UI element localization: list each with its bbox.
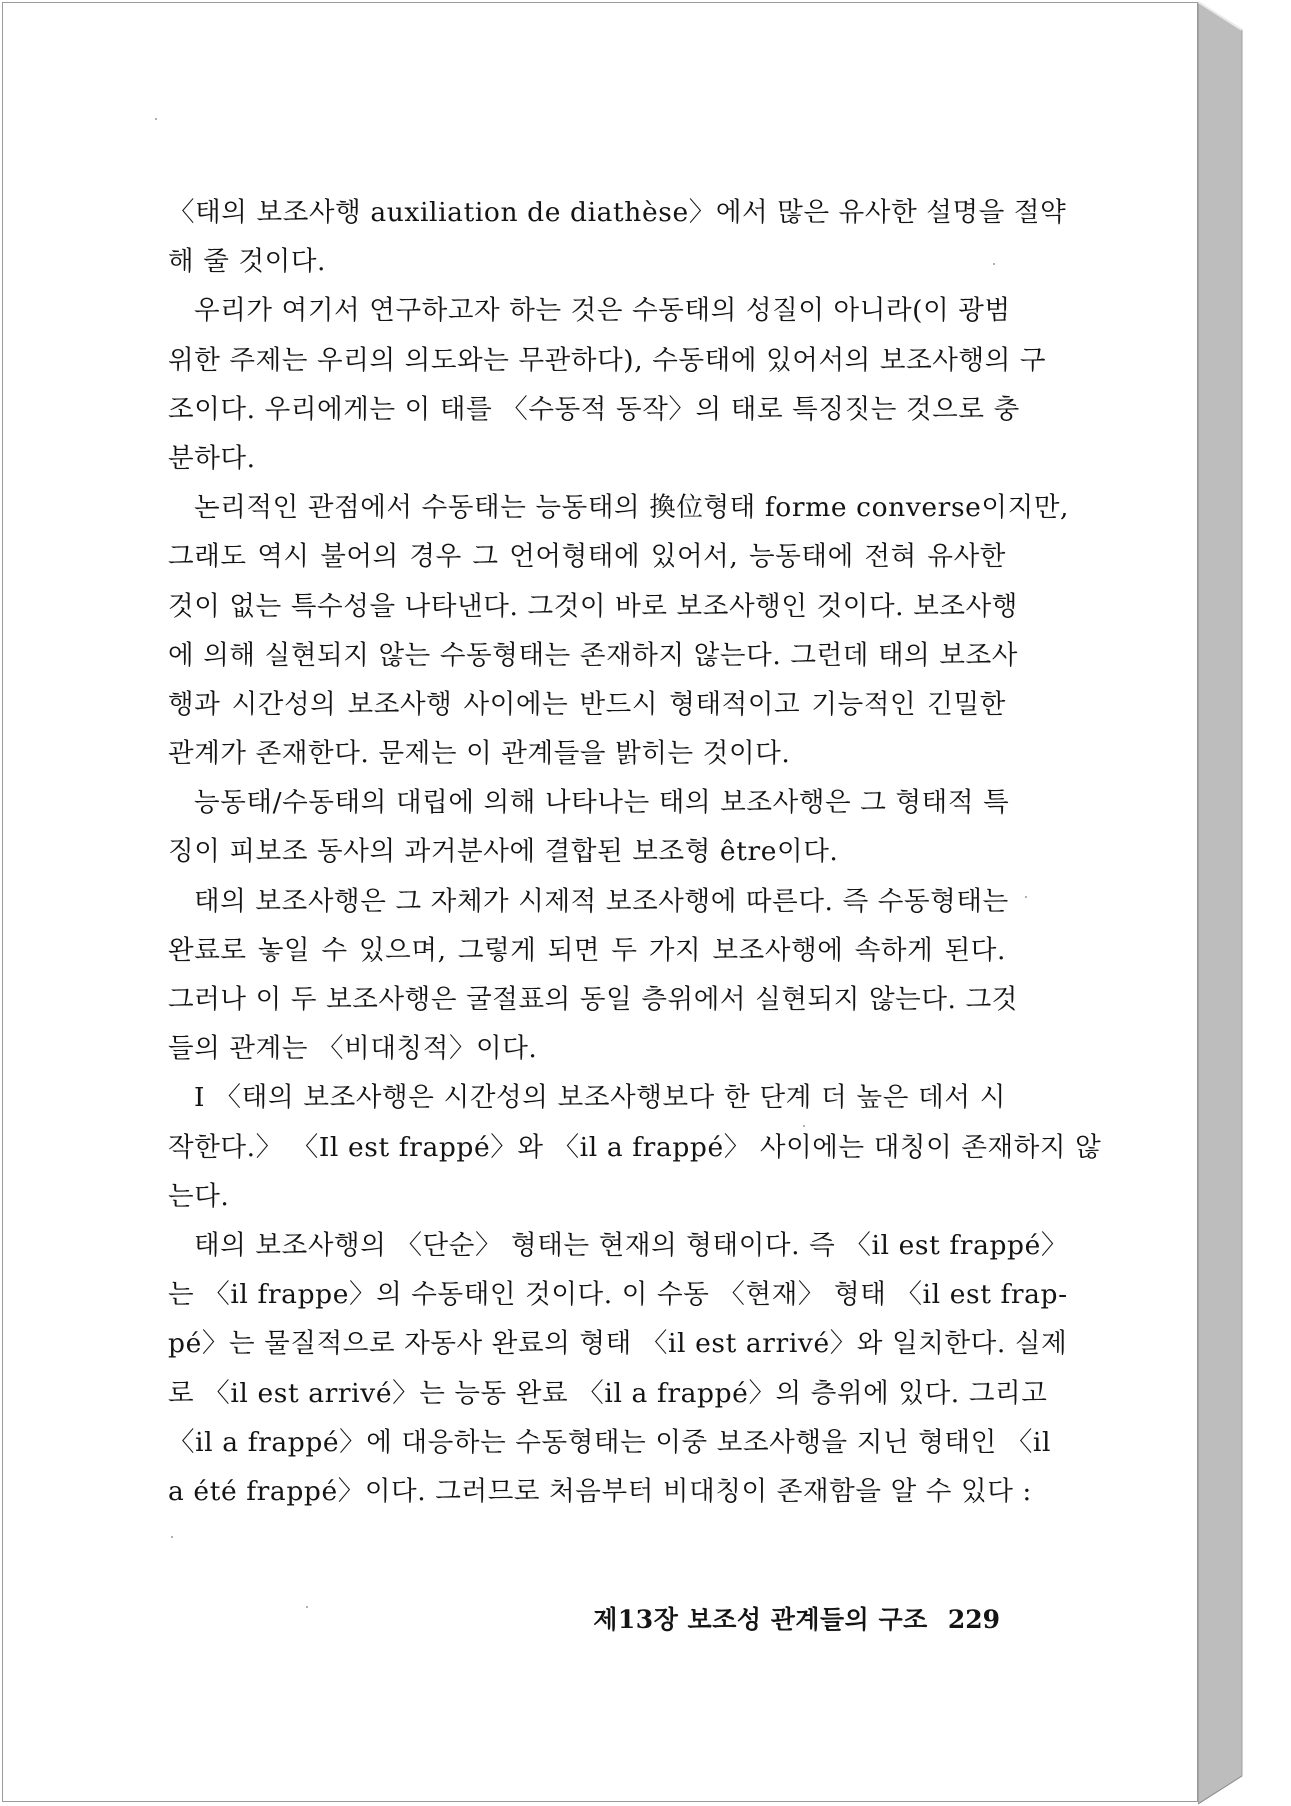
scan-speck — [306, 1606, 308, 1608]
text-line: 〈태의 보조사행 auxiliation de diathèse〉에서 많은 유사한 설명을 절약 — [168, 197, 1067, 228]
paragraph — [168, 877, 1019, 1074]
scan-speck — [155, 118, 157, 120]
text-line: 〈il a frappé〉에 대응하는 수동형태는 이중 보조사행을 지닌 형태인 〈il — [168, 1426, 1052, 1458]
body-text — [168, 188, 1102, 1516]
text-line: 분하다. — [168, 442, 256, 474]
text-line: Ⅰ 〈태의 보조사행은 시간성의 보조사행보다 한 단계 더 높은 데서 시 — [194, 1082, 1006, 1114]
paragraph — [168, 188, 1067, 286]
scan-speck — [1025, 896, 1027, 898]
paragraph — [168, 483, 1070, 778]
text-line: 에 의해 실현되지 않는 수동형태는 존재하지 않는다. 그런데 태의 보조사 — [168, 639, 1019, 671]
paragraph — [168, 1221, 1068, 1516]
paragraph — [168, 286, 1047, 483]
page-stack-edge — [1198, 0, 1291, 1806]
text-line: 그러나 이 두 보조사행은 굴절표의 동일 층위에서 실현되지 않는다. 그것 — [168, 984, 1019, 1015]
text-line: 작한다.〉 〈Il est frappé〉와 〈il a frappé〉 사이에는 대칭이 존재하지 않 — [168, 1131, 1102, 1163]
text-line: 는다. — [168, 1180, 230, 1212]
text-line: 조이다. 우리에게는 이 태를 〈수동적 동작〉의 태로 특징짓는 것으로 충 — [168, 393, 1020, 425]
paragraph — [168, 1073, 1102, 1221]
scan-speck — [171, 1536, 173, 1538]
text-line: a été frappé〉이다. 그러므로 처음부터 비대칭이 존재함을 알 수 있다 : — [168, 1475, 1032, 1507]
text-line: 해 줄 것이다. — [168, 246, 327, 278]
text-line: 관계가 존재한다. 문제는 이 관계들을 밝히는 것이다. — [168, 738, 791, 770]
text-line: 는 〈il frappe〉의 수동태인 것이다. 이 수동 〈현재〉 형태 〈il est frap- — [168, 1279, 1068, 1311]
text-line: 능동태/수동태의 대립에 의해 나타나는 태의 보조사행은 그 형태적 특 — [194, 787, 1010, 819]
text-line: 로 〈il est arrivé〉는 능동 완료 〈il a frappé〉의 층위에 있다. 그리고 — [168, 1377, 1048, 1409]
text-line: 것이 없는 특수성을 나타낸다. 그것이 바로 보조사행인 것이다. 보조사행 — [168, 590, 1019, 622]
text-line: 징이 피보조 동사의 과거분사에 결합된 보조형 être이다. — [168, 836, 839, 868]
text-line: 들의 관계는 〈비대칭적〉이다. — [168, 1033, 538, 1065]
running-footer — [580, 1600, 1000, 1636]
page-edge-graphic — [1198, 0, 1291, 1806]
text-line: 완료로 놓일 수 있으며, 그렇게 되면 두 가지 보조사행에 속하게 된다. — [168, 934, 1006, 966]
page-number: 229 — [947, 1605, 1000, 1634]
paragraph — [168, 778, 1010, 876]
text-line: 태의 보조사행의 〈단순〉 형태는 현재의 형태이다. 즉 〈il est frappé〉 — [194, 1229, 1068, 1261]
text-line: 태의 보조사행은 그 자체가 시제적 보조사행에 따른다. 즉 수동형태는 — [194, 885, 1009, 917]
text-line: 우리가 여기서 연구하고자 하는 것은 수동태의 성질이 아니라(이 광범 — [194, 295, 1011, 327]
text-line: pé〉는 물질적으로 자동사 완료의 형태 〈il est arrivé〉와 일치한다. 실제 — [168, 1328, 1068, 1360]
chapter-title: 제13장 보조성 관계들의 구조 — [593, 1605, 928, 1634]
text-line: 행과 시간성의 보조사행 사이에는 반드시 형태적이고 기능적인 긴밀한 — [168, 688, 1006, 720]
text-line: 그래도 역시 불어의 경우 그 언어형태에 있어서, 능동태에 전혀 유사한 — [168, 541, 1006, 573]
text-line: 위한 주제는 우리의 의도와는 무관하다), 수동태에 있어서의 보조사행의 구 — [168, 344, 1047, 376]
text-line: 논리적인 관점에서 수동태는 능동태의 換位형태 forme converse이지만, — [194, 492, 1070, 524]
